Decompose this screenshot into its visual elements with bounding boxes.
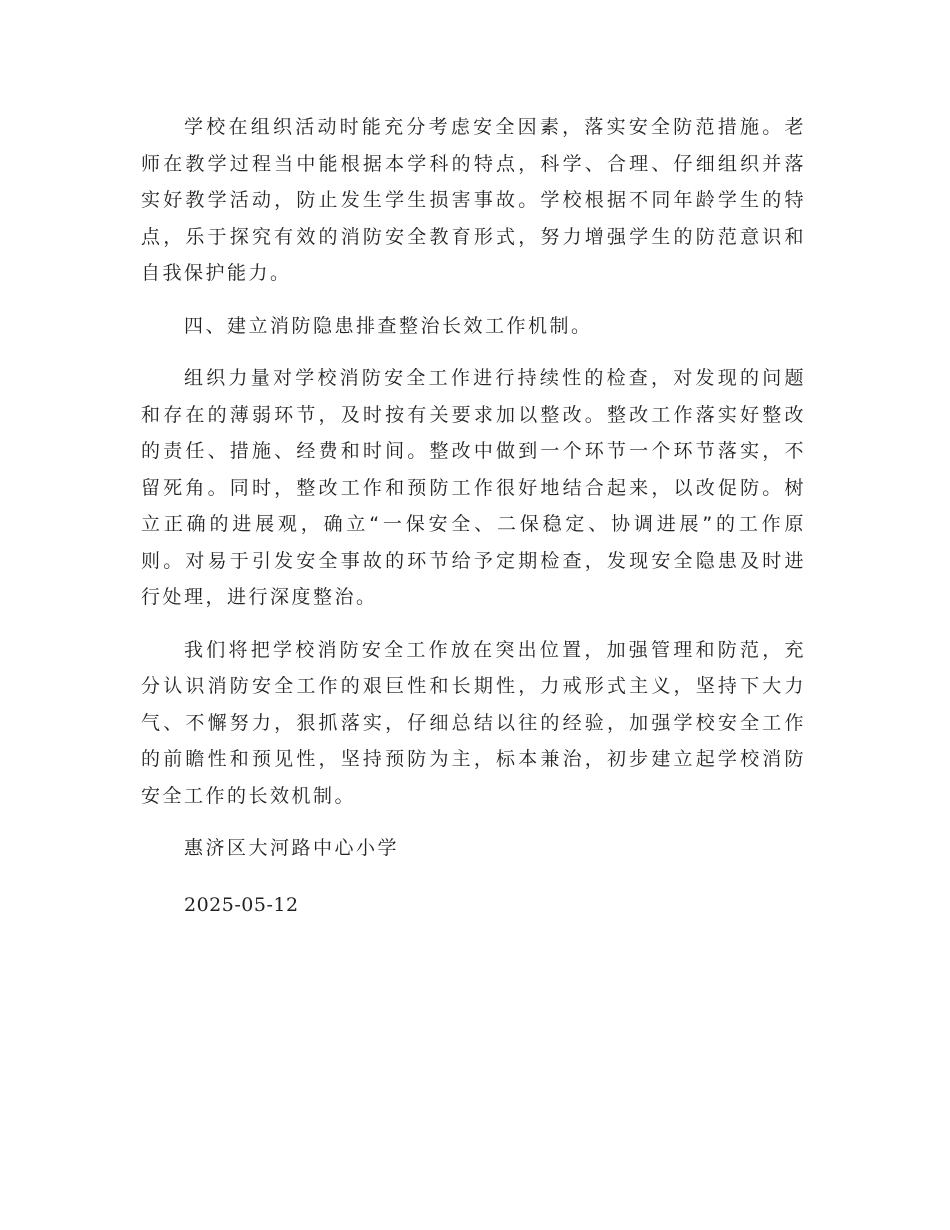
signature-school-name: 惠济区大河路中心小学 bbox=[184, 837, 400, 859]
document-body bbox=[141, 109, 806, 923]
paragraph-safety-activities: 学校在组织活动时能充分考虑安全因素，落实安全防范措施。老师在教学过程当中能根据本学科的特点，科学、合理、仔细组织并落实好教学活动，防止发生学生损害事故。学校根据不同年龄学生的特点，乐于探究有效的消防安全教育形式，努力增强学生的防范意识和自我保护能力。 bbox=[141, 116, 806, 284]
paragraph-long-term-mechanism: 我们将把学校消防安全工作放在突出位置，加强管理和防范，充分认识消防安全工作的艰巨性和长期性，力戒形式主义，坚持下大力气、不懈努力，狠抓落实，仔细总结以往的经验，加强学校安全工作的前瞻性和预见性，坚持预防为主，标本兼治，初步建立起学校消防安全工作的长效机制。 bbox=[141, 638, 806, 807]
section-heading-four: 四、建立消防隐患排查整治长效工作机制。 bbox=[184, 314, 593, 337]
paragraph-inspection-rectification: 组织力量对学校消防安全工作进行持续性的检查，对发现的问题和存在的薄弱环节，及时按有关要求加以整改。整改工作落实好整改的责任、措施、经费和时间。整改中做到一个环节一个环节落实，不留死角。同时，整改工作和预防工作很好地结合起来，以改促防。树立正确的进展观，确立“一保安全、二保稳定、协调进展”的工作原则。对易于引发安全事故的环节给予定期检查，发现安全隐患及时进行处理，进行深度整治。 bbox=[141, 367, 806, 608]
document-date: 2025-05-12 bbox=[184, 893, 299, 916]
